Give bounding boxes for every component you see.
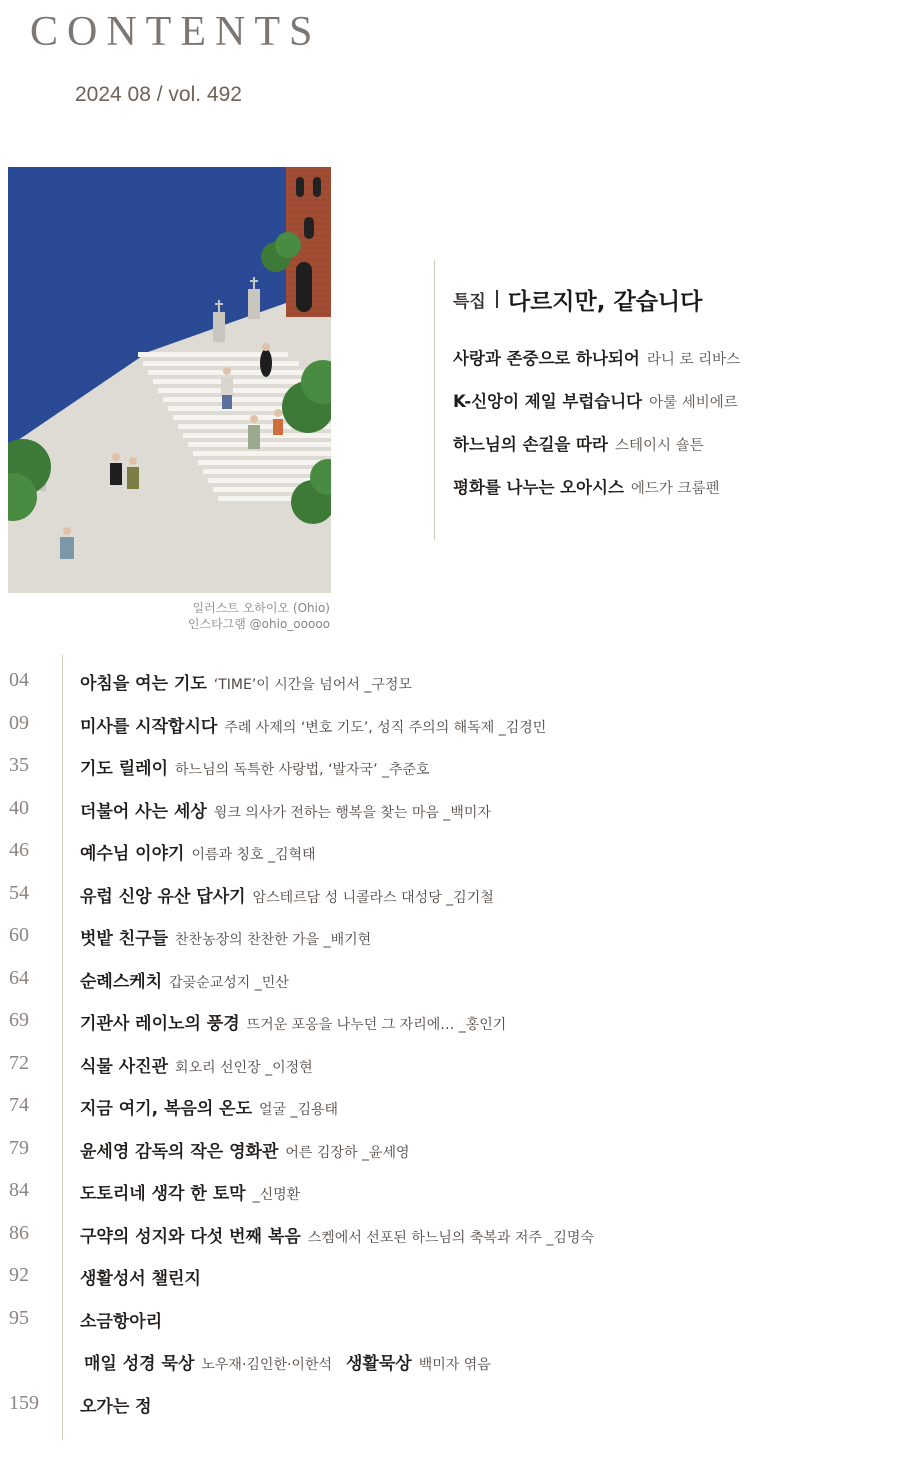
toc-page-number: 69 [9,1009,29,1031]
toc-page-number: 60 [9,924,29,946]
toc-title-secondary: 생활묵상 [346,1354,412,1374]
cover-illustration [8,167,331,593]
toc-page-number: 95 [9,1306,29,1329]
feature-item-author: 라니 로 리바스 [646,352,741,368]
toc-entry [80,754,430,779]
toc-title: 소금항아리 [80,1311,163,1332]
toc-subtitle: _신명환 [252,1187,301,1203]
toc-title: 윤세영 감독의 작은 영화관 [80,1141,279,1162]
toc-row[interactable] [0,789,900,832]
toc-page-number: 159 [9,1391,39,1414]
toc-title: 구약의 성지와 다섯 번째 복음 [80,1226,301,1247]
toc-subtitle-secondary: 백미자 엮음 [418,1357,491,1373]
toc-row[interactable] [0,1044,900,1087]
toc-row[interactable] [0,746,900,789]
toc-row[interactable] [0,1341,900,1384]
toc-subtitle: 주례 사제의 ‘변호 기도’, 성직 주의의 해독제 _김경민 [224,719,547,736]
toc-title: 식물 사진관 [80,1056,169,1077]
stair-step [143,361,299,366]
stair-step [193,451,331,456]
toc-page-number: 86 [9,1221,29,1244]
toc-title: 도토리네 생각 한 토막 [80,1184,246,1204]
toc-row[interactable] [0,1086,900,1129]
toc-entry [80,882,494,907]
toc-title: 지금 여기, 복음의 온도 [80,1099,253,1119]
toc-subtitle: 암스테르담 성 니콜라스 대성당 _김기철 [252,889,494,906]
toc-row[interactable] [0,1171,900,1214]
toc-page-number: 72 [9,1051,29,1074]
toc-page-number: 09 [9,711,29,734]
toc-entry [80,712,546,737]
toc-title: 기도 릴레이 [80,759,169,779]
toc-entry [80,1307,169,1332]
toc-page-number: 35 [9,754,29,776]
feature-item-author: 스테이시 숄튼 [614,438,704,454]
toc-page-number: 79 [9,1136,29,1159]
toc-row[interactable] [0,874,900,917]
toc-page-number: 74 [9,1094,29,1116]
feature-list [453,345,893,517]
toc-title: 미사를 시작합시다 [80,716,218,737]
toc-row[interactable] [0,1214,900,1257]
stair-step [198,460,331,465]
toc-entry [80,1137,410,1162]
toc-entry [80,1264,208,1289]
toc-entry [80,1052,313,1077]
feature-divider [434,260,435,540]
feature-item-title: 사랑과 존중으로 하나되어 [453,349,640,368]
toc-entry [84,1349,491,1374]
toc-entry [80,669,412,694]
feature-item[interactable] [453,345,893,388]
toc-row[interactable] [0,1384,900,1427]
toc-row[interactable] [0,1299,900,1342]
toc-title: 유럽 신앙 유산 답사기 [80,886,246,907]
toc-title: 매일 성경 묵상 [84,1354,195,1374]
stair-step [153,379,321,384]
toc-entry [80,839,316,864]
issue-label: 2024 08 / vol. 492 [75,83,242,106]
toc-subtitle: 노우재·김인한·이한석 [201,1357,332,1373]
feature-item[interactable] [453,388,893,431]
feature-item-title: 평화를 나누는 오아시스 [453,478,624,497]
toc-entry [80,1094,338,1119]
feature-item-title: 하느님의 손길을 따라 [453,435,608,454]
toc-title: 아침을 여는 기도 [80,674,207,694]
toc-page-number: 40 [9,796,29,819]
toc-row[interactable] [0,1256,900,1299]
toc-entry [80,1392,159,1417]
toc-row[interactable] [0,661,900,704]
toc-title: 순례스케치 [80,971,163,992]
toc-title: 벗밭 친구들 [80,929,169,949]
instagram-credit: 인스타그램 @ohio_ooooo [187,617,330,631]
toc-title: 오가는 정 [80,1396,152,1417]
toc-title: 예수님 이야기 [80,844,185,864]
toc-subtitle: 뜨거운 포옹을 나누던 그 자리에… _홍인기 [246,1017,507,1033]
toc-subtitle: 이름과 칭호 _김혁태 [191,847,316,863]
toc-subtitle: 얼굴 _김용태 [259,1102,339,1118]
toc-subtitle: 윙크 의사가 전하는 행복을 찾는 마음 _백미자 [213,804,491,821]
feature-label: 특집 [453,291,486,312]
toc-title: 기관사 레이노의 풍경 [80,1014,240,1034]
toc-row[interactable] [0,831,900,874]
toc-page-number: 54 [9,881,29,904]
feature-item-title: K-신앙이 제일 부럽습니다 [453,392,643,411]
illustration-credit: 일러스트 오하이오 (Ohio) [192,601,330,615]
toc-page-number: 84 [9,1179,29,1201]
toc-row[interactable] [0,959,900,1002]
toc-title: 생활성서 챌린지 [80,1269,201,1289]
page-title: CONTENTS [30,9,322,55]
toc-entry [80,924,371,949]
feature-header [453,283,893,315]
toc-subtitle: 회오리 선인장 _이정현 [175,1059,313,1076]
toc-entry [80,1222,594,1247]
toc-entry [80,967,289,992]
toc-subtitle: ‘TIME’이 시간을 넘어서 _구정모 [213,677,412,693]
toc-row[interactable] [0,916,900,959]
feature-section [453,283,893,517]
toc-subtitle: 찬찬농장의 찬찬한 가을 _배기현 [175,932,372,948]
toc-row[interactable] [0,704,900,747]
toc-title: 더불어 사는 세상 [80,801,207,822]
toc-page-number: 92 [9,1264,29,1286]
toc-page-number: 64 [9,966,29,989]
toc-entry [80,797,491,822]
toc-page-number: 46 [9,839,29,861]
toc-entry [80,1009,506,1034]
toc-subtitle: 스켐에서 선포된 하느님의 축복과 저주 _김명숙 [307,1229,594,1246]
feature-separator [496,290,498,308]
toc-page-number: 04 [9,669,29,691]
toc-row[interactable] [0,1001,900,1044]
toc-subtitle: 어른 김장하 _윤세영 [285,1144,410,1161]
feature-item-author: 에드가 크룸펜 [630,481,720,497]
feature-item[interactable] [453,474,893,517]
toc-subtitle: 하느님의 독특한 사랑법, ‘발자국’ _추준호 [175,762,430,778]
toc-subtitle: 갑곶순교성지 _민산 [169,974,289,991]
feature-item[interactable] [453,431,893,474]
toc-list [0,661,900,1426]
toc-entry [80,1179,300,1204]
toc-row[interactable] [0,1129,900,1172]
feature-item-author: 아룰 세비에르 [649,395,738,411]
feature-title: 다르지만, 같습니다 [507,288,703,315]
